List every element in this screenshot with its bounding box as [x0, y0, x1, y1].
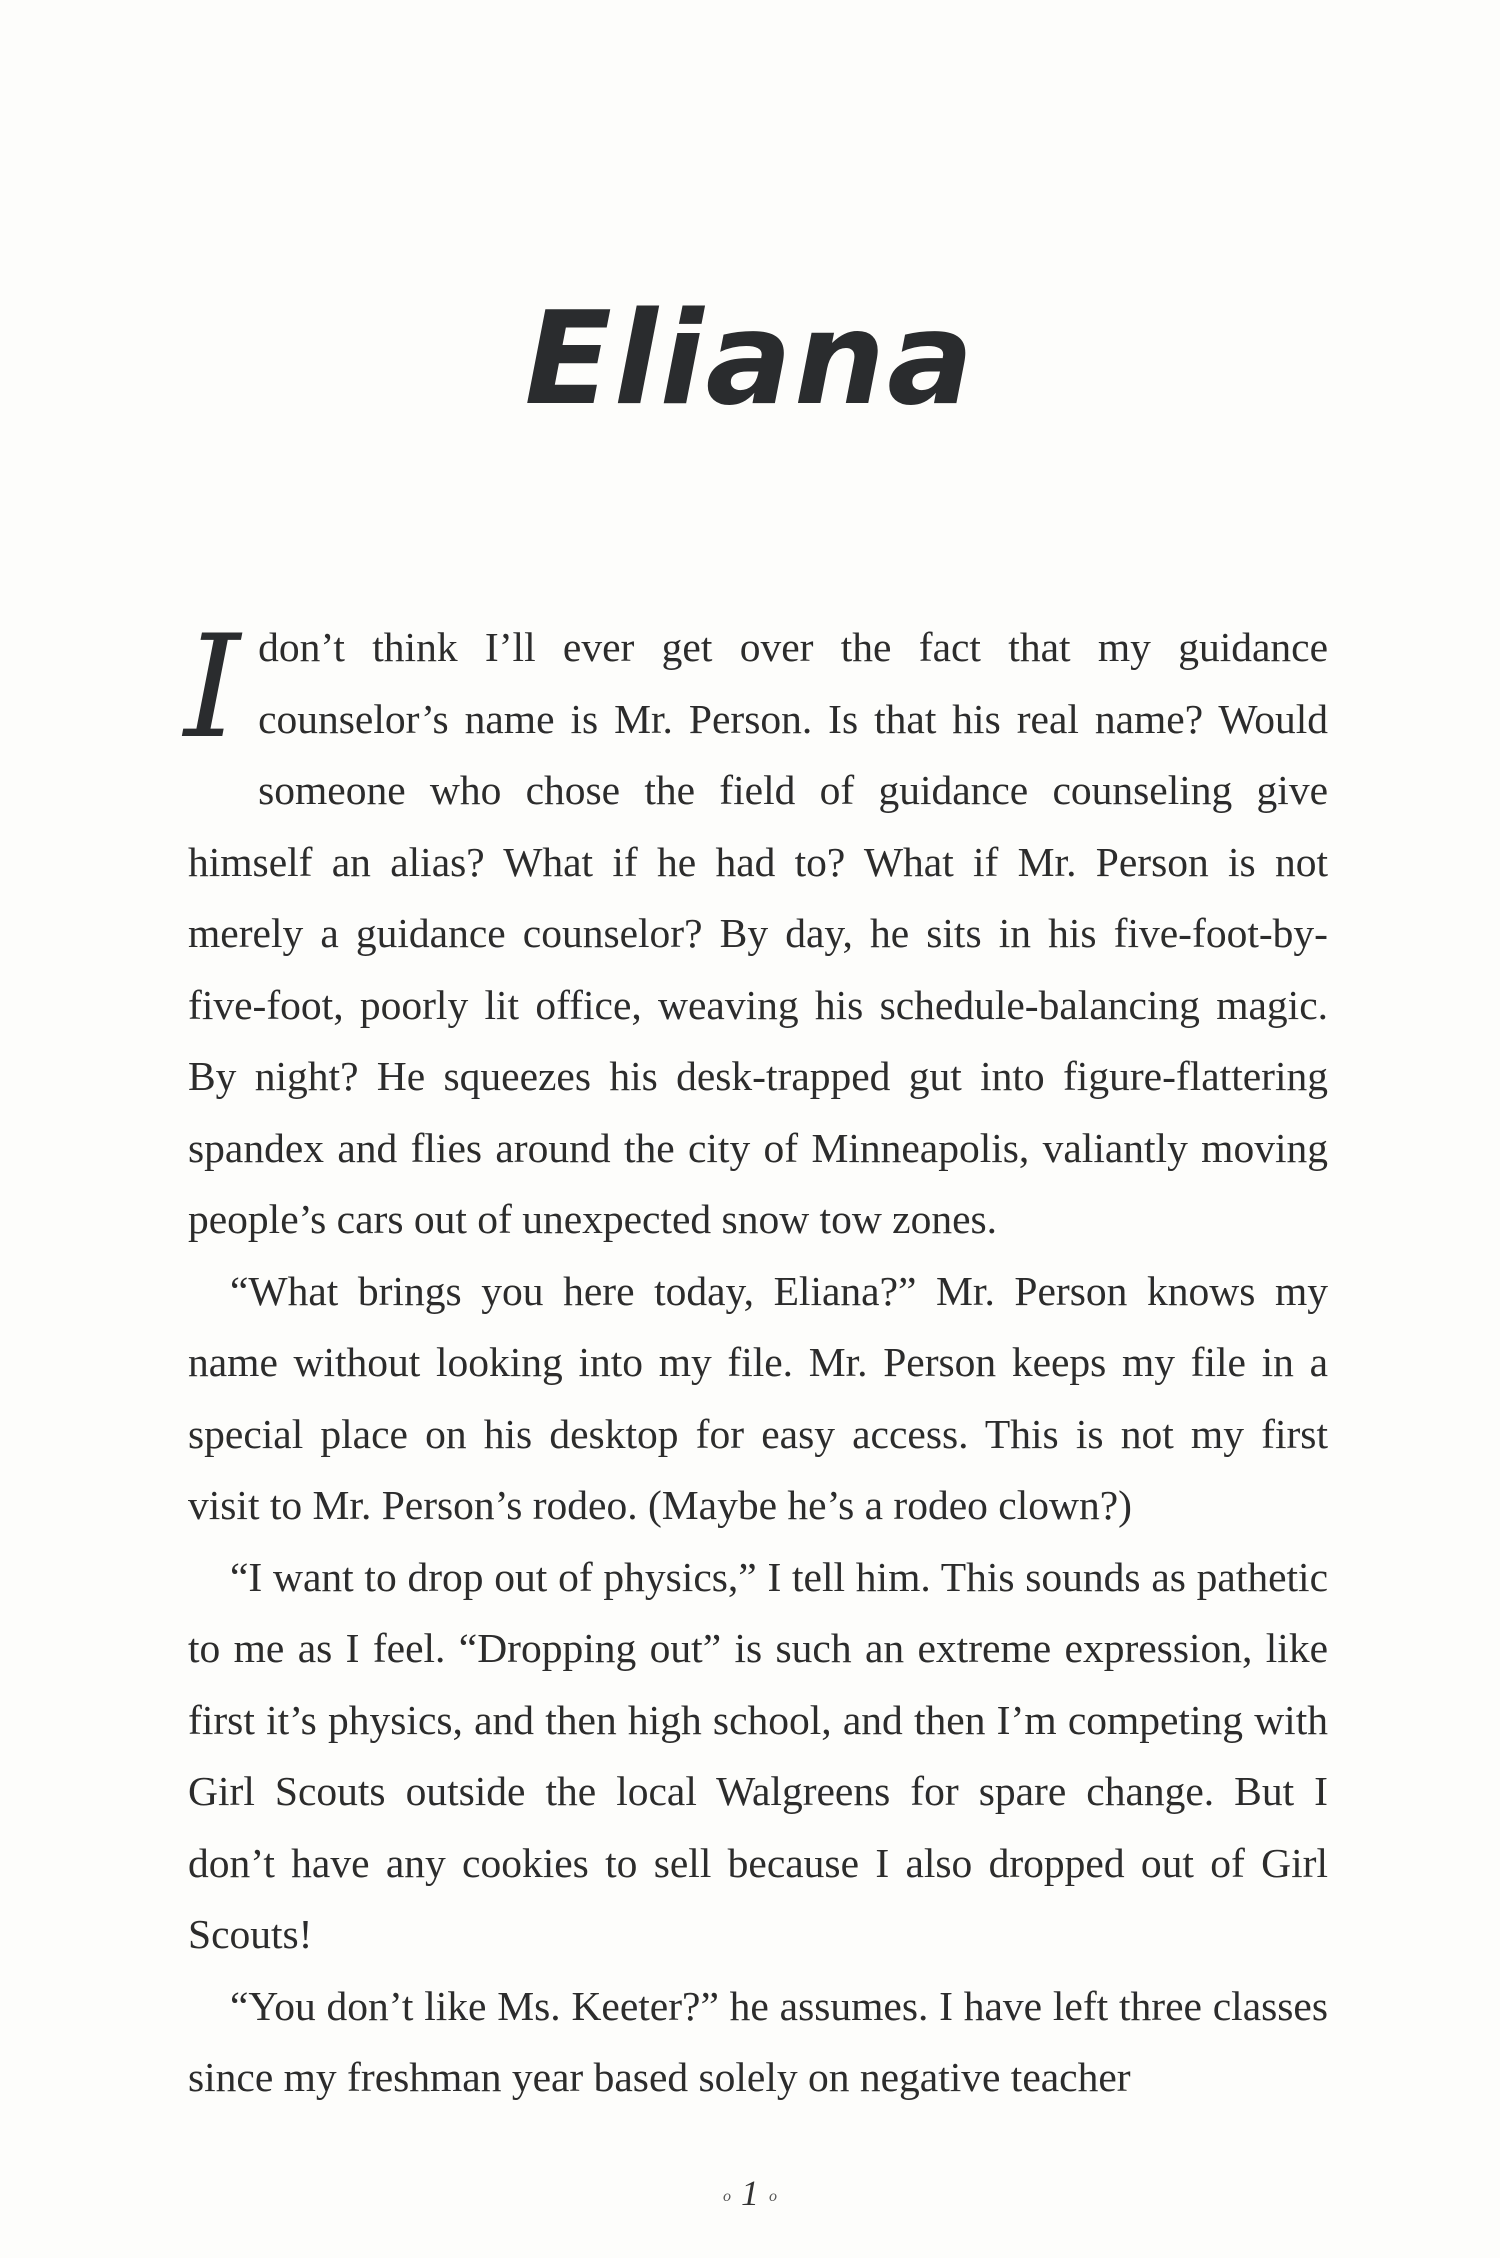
body-text [184, 605, 1328, 2114]
paragraph-2: “What brings you here today, Eliana?” Mr. Person knows my name without looking into my file. Mr. Person keeps my file in a special place on his desktop for easy access. This is not my first visit to Mr. Person’s rodeo. (Maybe he’s a rodeo clown?) [188, 1267, 1328, 1528]
ornament-right: o [769, 2187, 777, 2205]
paragraph-1 [184, 605, 1328, 1256]
drop-cap: I [184, 605, 241, 770]
paragraph-1-text: don’t think I’ll ever get over the fact that my guidance counselor’s name is Mr. Person. Is that his real name? Would someone who chose the field of guidance counseling give himself an alias? What if he had to? What if Mr. Person is not merely a guidance counselor? By day, he sits in his five-foot-by-five-foot, poorly lit office, weaving his schedule-balancing magic. By night? He squeezes his desk-trapped gut into figure-flattering spandex and flies around the city of Minneapolis, valiantly moving people’s cars out of unexpected snow tow zones. [188, 624, 1328, 1242]
page-number-footer [0, 2172, 1500, 2214]
paragraph-3: “I want to drop out of physics,” I tell him. This sounds as pathetic to me as I feel. “Dropping out” is such an extreme expression, like first it’s physics, and then high school, and then I’m competing with Girl Scouts outside the local Walgreens for spare change. But I don’t have any cookies to sell because I also dropped out of Girl Scouts! [188, 1553, 1328, 1957]
ornament-left: o [723, 2187, 731, 2205]
chapter-title: Eliana [524, 285, 976, 434]
paragraph-4: “You don’t like Ms. Keeter?” he assumes. I have left three classes since my freshman year based solely on negative teacher [188, 1982, 1328, 2100]
page-number: 1 [741, 2173, 759, 2213]
